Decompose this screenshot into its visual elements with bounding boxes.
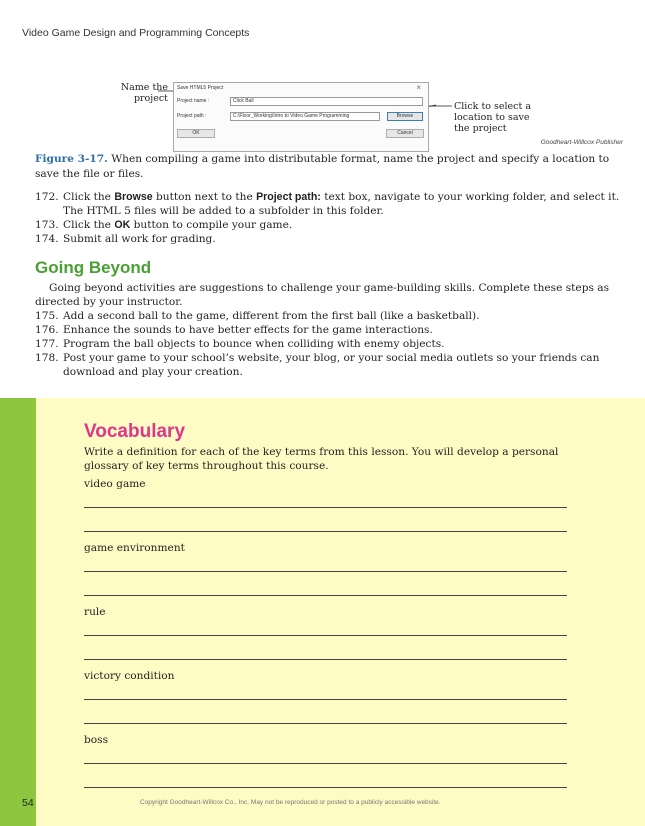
ok-button[interactable]: OK [177, 129, 215, 138]
step-number: 176. [35, 324, 59, 336]
write-line[interactable] [84, 763, 567, 764]
step-item: 176. Enhance the sounds to have better effects for the game interactions. [35, 324, 433, 336]
step-number: 175. [35, 310, 59, 322]
project-path-input[interactable]: C:\Floor_Working\Intro to Video Game Programming [230, 112, 380, 121]
write-line[interactable] [84, 595, 567, 596]
callout-browse: Click to select a location to save the project [454, 101, 531, 134]
step-item: 172. Click the Browse button next to the Project path: text box, navigate to your working folder, and select it. The HTML 5 files will be added to a subfolder in this folder. [35, 191, 620, 217]
step-item: 175. Add a second ball to the game, different from the first ball (like a basketball). [35, 310, 480, 322]
write-line[interactable] [84, 787, 567, 788]
step-item: 174. Submit all work for grading. [35, 233, 216, 245]
callout-name-project: Name the project [120, 82, 168, 104]
figure [0, 60, 645, 150]
going-beyond-heading: Going Beyond [35, 258, 152, 277]
write-line[interactable] [84, 507, 567, 508]
step-number: 174. [35, 233, 59, 245]
vocab-term: video game [84, 478, 146, 490]
write-line[interactable] [84, 635, 567, 636]
page-number: 54 [22, 797, 34, 809]
step-item: 173. Click the OK button to compile your game. [35, 219, 293, 231]
steps-list [35, 190, 620, 246]
save-html5-project-dialog [173, 82, 429, 152]
vocab-term: game environment [84, 542, 185, 554]
dialog-title: Save HTML5 Project [177, 85, 224, 91]
write-line[interactable] [84, 659, 567, 660]
project-path-term: Project path: [256, 191, 321, 203]
browse-term: Browse [114, 191, 153, 203]
step-number: 173. [35, 219, 59, 231]
going-beyond-list [35, 309, 620, 379]
write-line[interactable] [84, 723, 567, 724]
figure-number: Figure 3-17. [35, 153, 108, 165]
browse-button[interactable]: Browse [387, 112, 423, 121]
project-name-input[interactable]: Click Ball [230, 97, 423, 106]
ok-term: OK [114, 219, 131, 231]
vocab-term: rule [84, 606, 106, 618]
write-line[interactable] [84, 571, 567, 572]
project-path-label: Project path : [177, 113, 207, 119]
going-beyond-intro: Going beyond activities are suggestions to challenge your game-building skills. Complete these steps as directed by your instructor. [35, 282, 610, 308]
figure-credit: Goodheart-Willcox Publisher [540, 139, 623, 146]
caption-text: When compiling a game into distributable format, name the project and specify a location to save the file or files. [35, 153, 610, 180]
project-name-label: Project name : [177, 98, 210, 104]
dialog-titlebar [174, 83, 428, 93]
figure-caption [35, 152, 620, 182]
running-head: Video Game Design and Programming Concepts [22, 27, 250, 39]
step-item: 178. Post your game to your school’s website, your blog, or your social media outlets so your friends can download and play your creation. [35, 352, 600, 378]
vocabulary-intro: Write a definition for each of the key terms from this lesson. You will develop a personal glossary of key terms throughout this course. [84, 446, 559, 472]
vocabulary-heading: Vocabulary [84, 421, 186, 442]
vocab-term: victory condition [84, 670, 175, 682]
step-item: 177. Program the ball objects to bounce when colliding with enemy objects. [35, 338, 445, 350]
write-line[interactable] [84, 699, 567, 700]
step-number: 178. [35, 352, 59, 364]
cancel-button[interactable]: Cancel [386, 129, 424, 138]
step-number: 172. [35, 191, 59, 203]
copyright-notice: Copyright Goodheart-Willcox Co., Inc. May not be reproduced or posted to a publicly accessible website. [140, 799, 441, 806]
step-number: 177. [35, 338, 59, 350]
close-icon[interactable]: × [416, 83, 421, 92]
write-line[interactable] [84, 531, 567, 532]
sidebar-green-bar [0, 398, 36, 826]
vocab-term: boss [84, 734, 109, 746]
